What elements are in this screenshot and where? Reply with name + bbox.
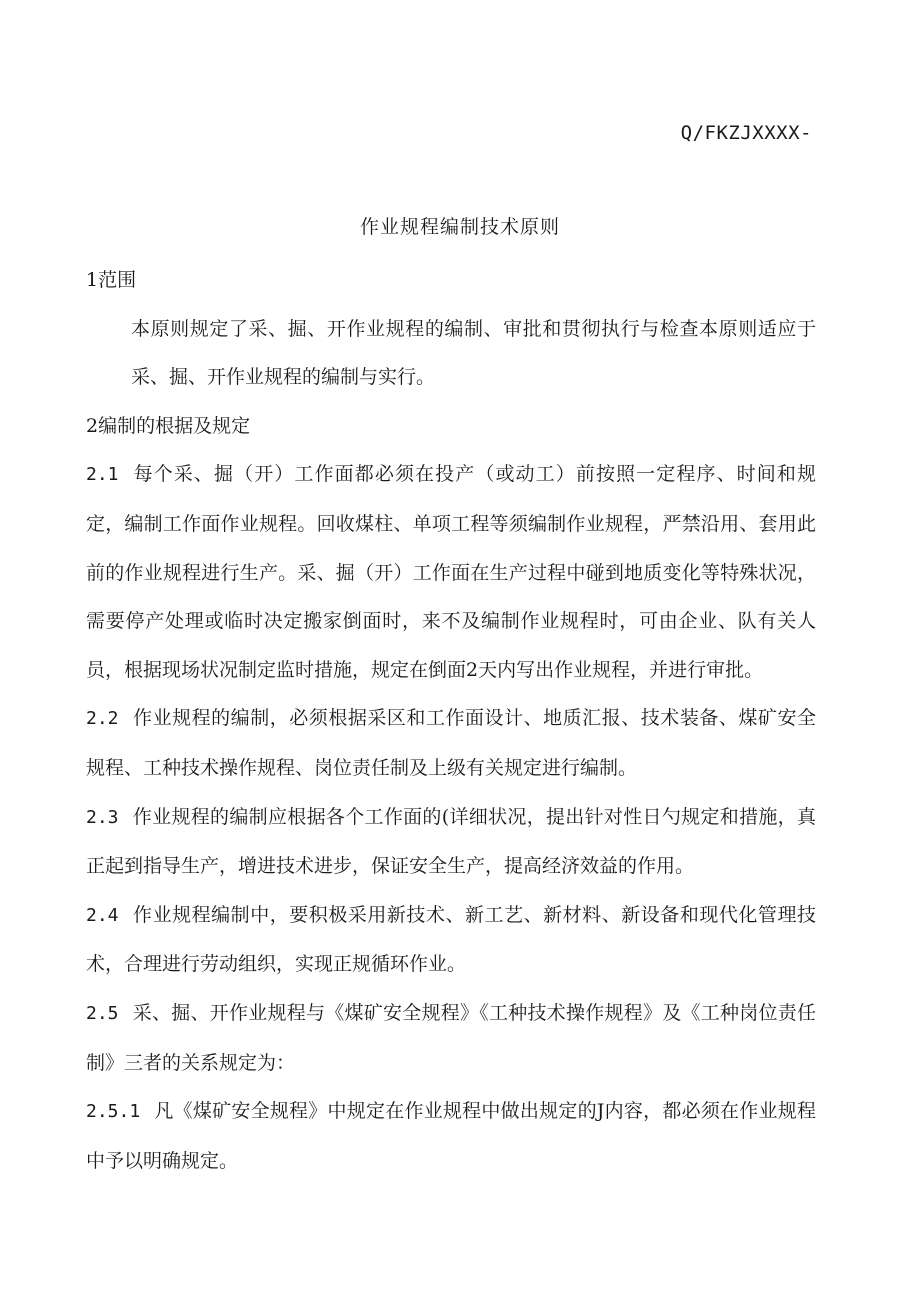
clause-text: 作业规程编制中，要积极采用新技术、新工艺、新材料、新设备和现代化管理技术，合理进行劳动组织，实现正规循环作业。 [86,903,816,976]
clause-text: 作业规程的编制应根据各个工作面的(详细状况，提出针对性日勺规定和措施，真正起到指导生产，增进技术进步，保证安全生产，提高经济效益的作用。 [86,805,816,878]
clause-number: 2.1 [86,464,119,486]
document-title: 作业规程编制技术原则 [359,216,560,238]
clause-2-5 [86,989,816,1087]
scope-paragraph: 本原则规定了采、掘、开作业规程的编制、审批和贯彻执行与检查本原则适应于采、掘、开作业规程的编制与实行。 [131,317,816,389]
clause-text: 每个采、掘（开）工作面都必须在投产（或动工）前按照一定程序、时间和规定，编制工作面作业规程。回收煤柱、单项工程等须编制作业规程，严禁沿用、套用此前的作业规程进行生产。采、掘（开）工作面在生产过程中碰到地质变化等特殊状况，需要停产处理或临时决定搬家倒面时，来不及编制作业规程时，可由企业、队有关人员，根据现场状况制定监时措施，规定在倒面2天内写出作业规程，并进行审批。 [86,463,816,681]
clause-number: 2.3 [86,806,119,828]
clause-2-5-1 [86,1087,816,1185]
clause-2-2 [86,694,816,792]
section-heading-scope: 1范围 [86,269,137,291]
section-heading-basis: 2编制的根据及规定 [86,414,251,437]
clause-2-3 [86,793,816,891]
clause-text: 凡《煤矿安全规程》中规定在作业规程中做出规定的J内容，都必须在作业规程中予以明确规定。 [86,1100,816,1172]
clause-2-1 [86,450,816,694]
clause-text: 采、掘、开作业规程与《煤矿安全规程》《工种技术操作规程》及《工种岗位责任制》三者的关系规定为： [86,1001,816,1074]
document-body [86,256,816,1185]
clause-number: 2.5 [86,1002,119,1024]
clause-text: 作业规程的编制，必须根据采区和工作面设计、地质汇报、技术装备、煤矿安全规程、工种技术操作规程、岗位责任制及上级有关规定进行编制。 [86,707,816,779]
clause-2-4 [86,891,816,989]
document-code: Q/FKZJXXXX- [680,122,812,144]
clause-number: 2.5.1 [86,1101,141,1123]
clause-number: 2.2 [86,708,119,730]
clause-number: 2.4 [86,904,119,926]
